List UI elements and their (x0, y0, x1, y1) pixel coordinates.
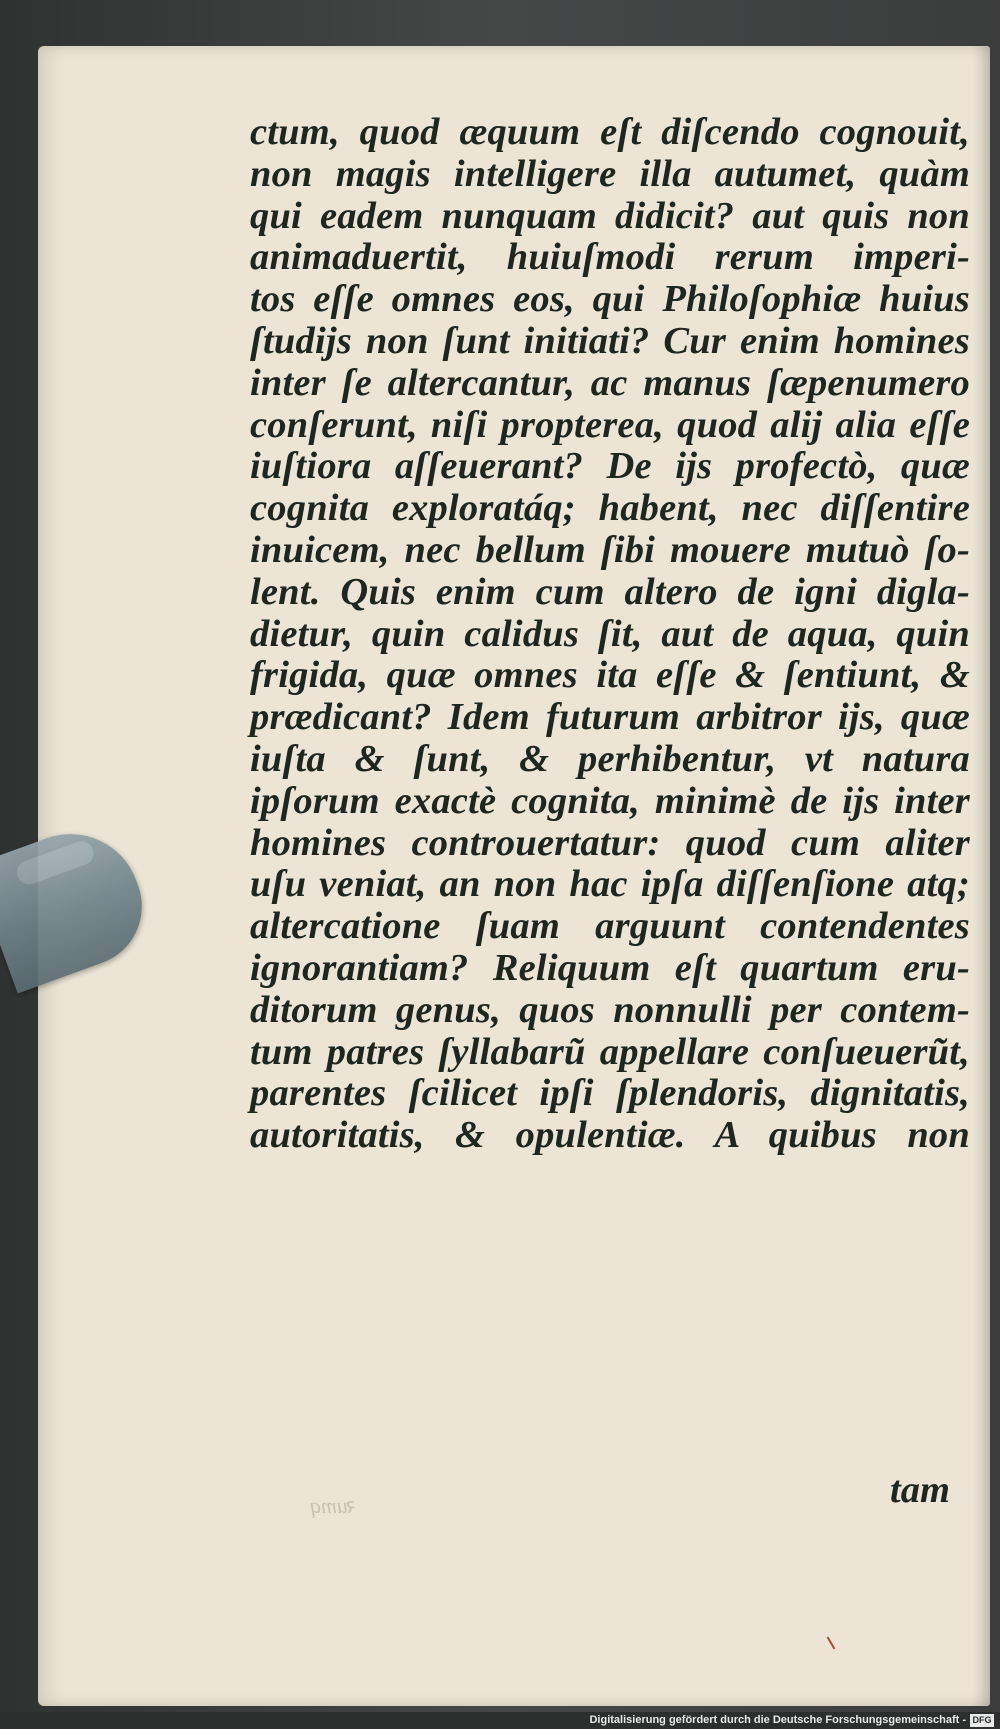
funding-credit: Digitalisierung gefördert durch die Deutsche Forschungsgemeinschaft - (589, 1714, 966, 1726)
book-page (38, 46, 990, 1706)
text-line: autoritatis, & opulentiæ. A quibus non (250, 1114, 970, 1157)
text-line: tos eſſe omnes eos, qui Philoſophiæ huius (250, 278, 970, 321)
text-line: altercatione ſuam arguunt contendentes (250, 905, 970, 948)
text-line: inter ſe altercantur, ac manus ſæpenumero (250, 361, 970, 404)
text-line: ipſorum exactè cognita, minimè de ijs inter (250, 779, 970, 822)
text-line: uſu veniat, an non hac ipſa diſſenſione atq; (250, 863, 970, 906)
text-line: frigida, quæ omnes ita eſſe & ſentiunt, & (250, 654, 970, 697)
text-line: inuicem, nec bellum ſibi mouere mutuò ſo- (250, 528, 970, 571)
text-line: ſtudijs non ſunt initiati? Cur enim homines (250, 319, 970, 362)
text-line: dietur, quin calidus ſit, aut de aqua, quin (250, 612, 970, 655)
red-ink-mark (827, 1636, 836, 1649)
text-line: tum patres ſyllabarũ appellare conſueuerũt, (250, 1030, 970, 1073)
dfg-logo: DFG (970, 1714, 994, 1727)
text-line: lent. Quis enim cum altero de igni digla- (250, 570, 970, 613)
body-text (250, 112, 970, 1157)
text-line: prædicant? Idem futurum arbitror ijs, quæ (250, 696, 970, 739)
text-line: non magis intelligere illa autumet, quàm (250, 152, 970, 195)
text-line: animaduertit, huiuſmodi rerum imperi- (250, 236, 970, 279)
bookmark-tab-highlight (14, 838, 97, 888)
text-line: conſerunt, niſi propterea, quod alij alia eſſe (250, 403, 970, 446)
text-line: ditorum genus, quos nonnulli per contem- (250, 988, 970, 1031)
catchword: tam (890, 1469, 950, 1511)
page-edge-shadow (972, 46, 990, 1706)
text-line: cognita exploratáq; habent, nec diſſentire (250, 487, 970, 530)
show-through-mark: ꝛumq (310, 1493, 359, 1518)
text-line: qui eadem nunquam didicit? aut quis non (250, 194, 970, 237)
text-line: ignorantiam? Reliquum eſt quartum eru- (250, 946, 970, 989)
text-line: ctum, quod æquum eſt diſcendo cognouit, (250, 111, 970, 153)
text-line: iuſtiora aſſeuerant? De ijs profectò, quæ (250, 445, 970, 488)
text-line: iuſta & ſunt, & perhibentur, vt natura (250, 737, 970, 780)
text-line: homines controuertatur: quod cum aliter (250, 821, 970, 864)
text-line: parentes ſcilicet ipſi ſplendoris, dignitatis, (250, 1072, 970, 1115)
